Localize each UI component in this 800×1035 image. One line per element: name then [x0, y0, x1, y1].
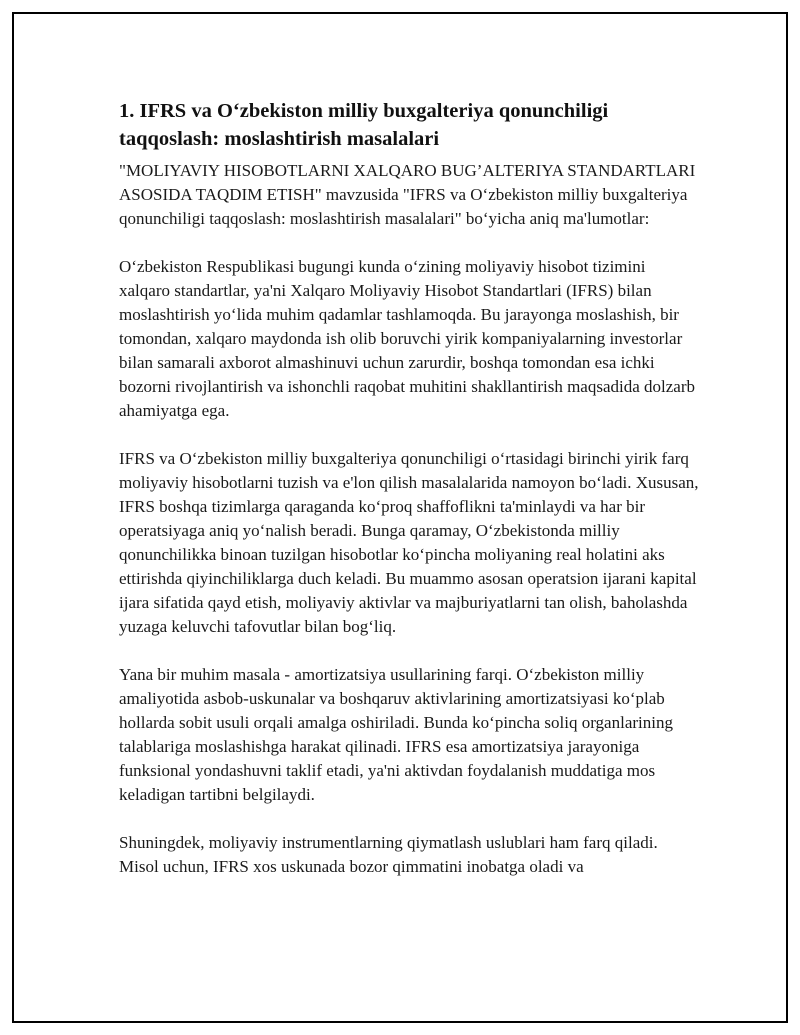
- paragraph-2: IFRS va O‘zbekiston milliy buxgalteriya qonunchiligi o‘rtasidagi birinchi yirik farq moliyaviy hisobotlarni tuzish va e'lon qilish masalalarida namoyon bo‘ladi. Xususan, IFRS boshqa tizimlarga qaraganda ko‘proq shaffoflikni ta'minlaydi va har bir operatsiyaga aniq yo‘nalish beradi. Bunga qaramay, O‘zbekistonda milliy qonunchilikka binoan tuzilgan hisobotlar ko‘pincha moliyaning real holatini aks ettirishda qiyinchiliklarga duch keladi. Bu muammo asosan operatsion ijarani kapital ijara sifatida qayd etish, moliyaviy aktivlar va majburiyatlarni tan olish, baholashda yuzaga keluvchi tafovutlar bilan bog‘liq.: [119, 449, 699, 636]
- page-frame: [12, 12, 788, 1023]
- paragraph-3: Yana bir muhim masala - amortizatsiya usullarining farqi. O‘zbekiston milliy amaliyotida asbob-uskunalar va boshqaruv aktivlarining amortizatsiyasi ko‘plab hollarda sobit usuli orqali amalga oshiriladi. Bunda ko‘pincha soliq organlarining talablariga moslashishga harakat qilinadi. IFRS esa amortizatsiya jarayoniga funksional yondashuvni taklif etadi, ya'ni aktivdan foydalanish muddatiga mos keladigan tartibni belgilaydi.: [119, 665, 673, 804]
- paragraph-intro: "MOLIYAVIY HISOBOTLARNI XALQARO BUG’ALTERIYA STANDARTLARI ASOSIDA TAQDIM ETISH" mavzusida "IFRS va O‘zbekiston milliy buxgalteriya qonunchiligi taqqoslash: moslashtirish masalalari" bo‘yicha aniq ma'lumotlar:: [119, 161, 696, 228]
- paragraph-1: O‘zbekiston Respublikasi bugungi kunda o‘zining moliyaviy hisobot tizimini xalqaro standartlar, ya'ni Xalqaro Moliyaviy Hisobot Standartlari (IFRS) bilan moslashtirish yo‘lida muhim qadamlar tashlamoqda. Bu jarayonga moslashish, bir tomondan, xalqaro maydonda ish olib boruvchi yirik kompaniyalarning investorlar bilan samarali axborot almashinuvi uchun zarurdir, boshqa tomondan esa ichki bozorni rivojlantirish va ishonchli raqobat muhitini shakllantirish maqsadida dolzarb ahamiyatga ega.: [119, 257, 695, 420]
- paragraph-4: Shuningdek, moliyaviy instrumentlarning qiymatlash uslublari ham farq qiladi. Misol uchun, IFRS xos uskunada bozor qimmatini inobatga oladi va: [119, 833, 658, 876]
- document-content: [119, 97, 699, 903]
- section-heading: 1. IFRS va O‘zbekiston milliy buxgalteriya qonunchiligi taqqoslash: moslashtirish masalalari: [119, 100, 609, 150]
